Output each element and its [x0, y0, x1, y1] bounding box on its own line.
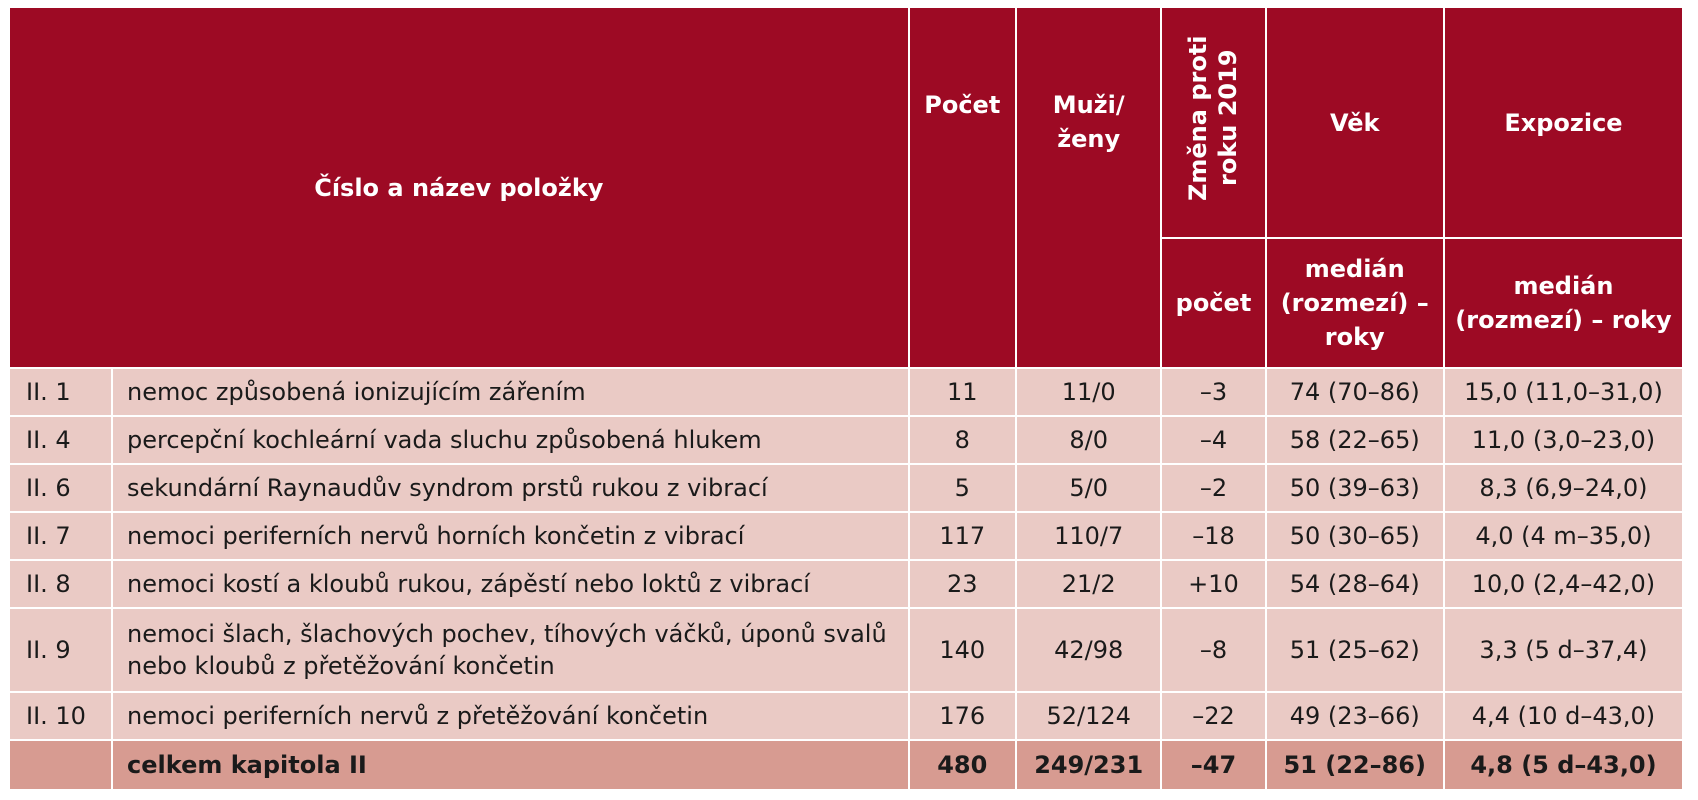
row-exposure: 10,0 (2,4–42,0) [1444, 560, 1683, 608]
row-code: II. 9 [9, 608, 112, 692]
header-men-women: Muži/ ženy [1016, 7, 1162, 368]
row-change: –22 [1161, 692, 1265, 740]
table-row [9, 608, 1683, 692]
row-men-women: 21/2 [1016, 560, 1162, 608]
row-name: nemoci kostí a kloubů rukou, zápěstí nebo loktů z vibrací [112, 560, 909, 608]
total-name: celkem kapitola II [112, 740, 909, 790]
row-exposure: 11,0 (3,0–23,0) [1444, 416, 1683, 464]
table-row [9, 368, 1683, 416]
row-count: 11 [909, 368, 1016, 416]
row-age: 54 (28–64) [1266, 560, 1444, 608]
row-men-women: 110/7 [1016, 512, 1162, 560]
header-item: Číslo a název položky [9, 7, 909, 368]
row-code: II. 10 [9, 692, 112, 740]
row-change: –8 [1161, 608, 1265, 692]
row-code: II. 7 [9, 512, 112, 560]
row-name: sekundární Raynaudův syndrom prstů rukou z vibrací [112, 464, 909, 512]
row-code: II. 6 [9, 464, 112, 512]
row-exposure: 15,0 (11,0–31,0) [1444, 368, 1683, 416]
row-name: nemoc způsobená ionizujícím zářením [112, 368, 909, 416]
table-header [9, 7, 1683, 368]
row-age: 49 (23–66) [1266, 692, 1444, 740]
header-row-top [9, 7, 1683, 238]
row-code: II. 4 [9, 416, 112, 464]
header-change-text: Změna proti roku 2019 [1184, 35, 1243, 201]
row-exposure: 4,4 (10 d–43,0) [1444, 692, 1683, 740]
row-change: –3 [1161, 368, 1265, 416]
row-name: nemoci periferních nervů horních končetin z vibrací [112, 512, 909, 560]
row-code: II. 1 [9, 368, 112, 416]
total-change: –47 [1161, 740, 1265, 790]
row-name: nemoci šlach, šlachových pochev, tíhových váčků, úponů svalů nebo kloubů z přetěžování končetin [112, 608, 909, 692]
row-age: 50 (39–63) [1266, 464, 1444, 512]
table-row [9, 560, 1683, 608]
total-code [9, 740, 112, 790]
total-count: 480 [909, 740, 1016, 790]
row-change: –2 [1161, 464, 1265, 512]
row-men-women: 11/0 [1016, 368, 1162, 416]
total-row [9, 740, 1683, 790]
row-count: 5 [909, 464, 1016, 512]
header-exposure: Expozice [1444, 7, 1683, 238]
table-wrapper [8, 6, 1684, 791]
row-age: 50 (30–65) [1266, 512, 1444, 560]
row-men-women: 5/0 [1016, 464, 1162, 512]
row-exposure: 8,3 (6,9–24,0) [1444, 464, 1683, 512]
row-exposure: 3,3 (5 d–37,4) [1444, 608, 1683, 692]
row-men-women: 52/124 [1016, 692, 1162, 740]
header-age: Věk [1266, 7, 1444, 238]
row-men-women: 42/98 [1016, 608, 1162, 692]
row-exposure: 4,0 (4 m–35,0) [1444, 512, 1683, 560]
table-row [9, 512, 1683, 560]
table-row [9, 692, 1683, 740]
row-men-women: 8/0 [1016, 416, 1162, 464]
row-code: II. 8 [9, 560, 112, 608]
table-row [9, 464, 1683, 512]
row-change: +10 [1161, 560, 1265, 608]
header-age-sub: medián (rozmezí) – roky [1266, 238, 1444, 368]
total-age: 51 (22–86) [1266, 740, 1444, 790]
row-count: 23 [909, 560, 1016, 608]
row-name: percepční kochleární vada sluchu způsobená hlukem [112, 416, 909, 464]
header-change [1161, 7, 1265, 238]
row-count: 140 [909, 608, 1016, 692]
table-row [9, 416, 1683, 464]
row-change: –4 [1161, 416, 1265, 464]
header-change-sub: počet [1161, 238, 1265, 368]
row-name: nemoci periferních nervů z přetěžování končetin [112, 692, 909, 740]
row-count: 117 [909, 512, 1016, 560]
row-count: 176 [909, 692, 1016, 740]
total-men-women: 249/231 [1016, 740, 1162, 790]
row-age: 74 (70–86) [1266, 368, 1444, 416]
occupational-diseases-table [8, 6, 1684, 791]
row-change: –18 [1161, 512, 1265, 560]
header-exposure-sub: medián (rozmezí) – roky [1444, 238, 1683, 368]
table-body [9, 368, 1683, 790]
header-count: Počet [909, 7, 1016, 368]
total-exposure: 4,8 (5 d–43,0) [1444, 740, 1683, 790]
row-age: 51 (25–62) [1266, 608, 1444, 692]
row-count: 8 [909, 416, 1016, 464]
row-age: 58 (22–65) [1266, 416, 1444, 464]
